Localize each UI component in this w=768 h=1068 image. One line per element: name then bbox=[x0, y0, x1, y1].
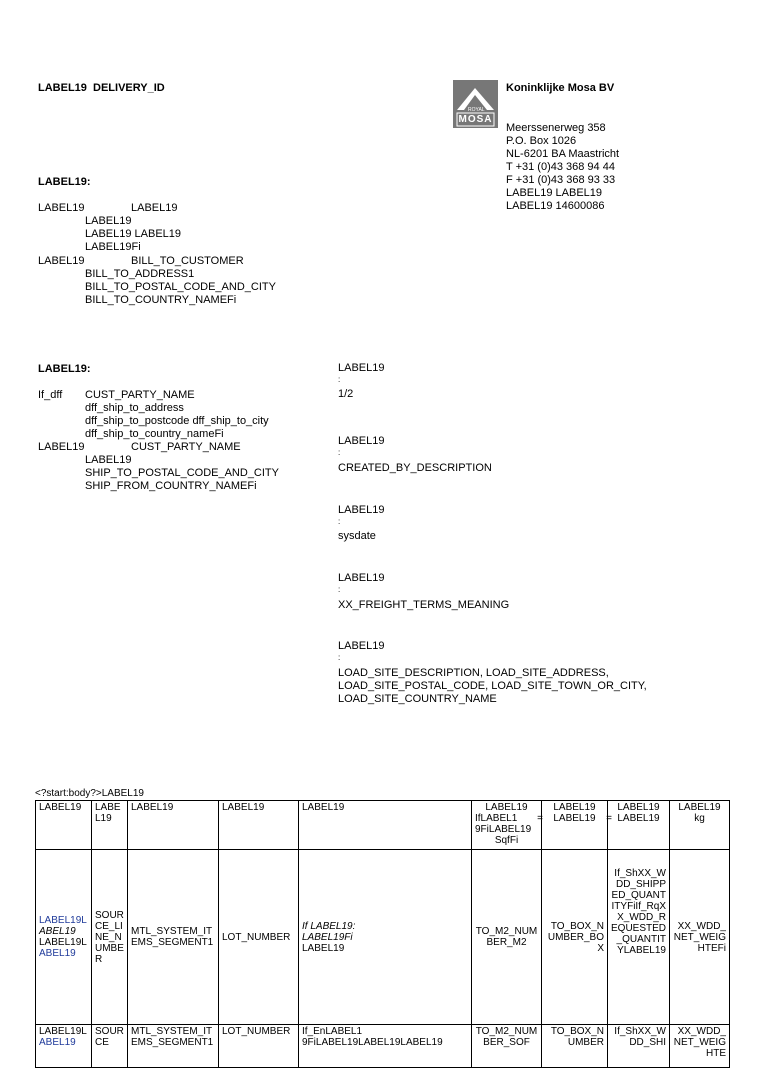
ship-to-heading: LABEL19: bbox=[38, 363, 91, 375]
ship-to-line: dff_ship_to_country_nameFi bbox=[85, 428, 224, 440]
bill-to-label: LABEL19 bbox=[38, 202, 85, 214]
cell-line: ABEL19 bbox=[39, 1037, 76, 1048]
ship-to-line: LABEL19 bbox=[85, 454, 132, 466]
ship-to-postal-city: SHIP_TO_POSTAL_CODE_AND_CITY bbox=[85, 467, 279, 479]
row-cell-item-segment: MTL_SYSTEM_ITEMS_SEGMENT1 bbox=[128, 1025, 219, 1068]
address-line: F +31 (0)43 368 93 33 bbox=[506, 174, 616, 186]
logo-mosa-text: MOSA bbox=[458, 114, 493, 125]
header-line: SqfFi bbox=[494, 835, 519, 846]
bill-to-line: LABEL19Fi bbox=[85, 241, 141, 253]
header-cell-boxes bbox=[542, 801, 612, 850]
row-cell-description bbox=[299, 1025, 472, 1068]
table-header-row bbox=[36, 801, 730, 850]
ship-to-party-name: CUST_PARTY_NAME bbox=[85, 389, 195, 401]
info-value: sysdate bbox=[338, 530, 376, 542]
info-value: LOAD_SITE_POSTAL_CODE, LOAD_SITE_TOWN_OR_CITY, bbox=[338, 680, 647, 692]
header-line: LABEL19 bbox=[617, 802, 660, 813]
ship-to-label: LABEL19 bbox=[38, 441, 85, 453]
row-cell-m2: TO_M2_NUMBER_SOF bbox=[472, 1025, 542, 1068]
cell-line: LABEL19L bbox=[39, 1026, 87, 1037]
table-caption: <?start:body?>LABEL19 bbox=[35, 788, 144, 799]
cell-line: If LABEL19: bbox=[302, 920, 356, 932]
info-colon: : bbox=[338, 448, 341, 457]
row-cell-weight: XX_WDD_NET_WEIGHTEFi bbox=[670, 850, 730, 1025]
info-label: LABEL19 bbox=[338, 640, 385, 652]
row-cell-item bbox=[36, 1025, 92, 1068]
row-cell-quantity: If_ShXX_WDD_SHI bbox=[608, 1025, 670, 1068]
cell-line: ABEL19 bbox=[39, 926, 76, 937]
ship-from-country: SHIP_FROM_COUNTRY_NAMEFi bbox=[85, 480, 257, 492]
header-line: 9FiLABEL19 bbox=[475, 824, 532, 835]
address-line: T +31 (0)43 368 94 44 bbox=[506, 161, 615, 173]
header-cell-area bbox=[472, 801, 542, 850]
header-line: LABEL19 bbox=[553, 813, 596, 824]
bill-to-address: BILL_TO_ADDRESS1 bbox=[85, 268, 195, 280]
row-cell-source-line: SOURCE_LINE_NUMBER bbox=[92, 850, 128, 1025]
row-cell-source-line: SOURCE bbox=[92, 1025, 128, 1068]
row-cell-box: TO_BOX_NUMBER_BOX bbox=[542, 850, 608, 1025]
address-line: NL-6201 BA Maastricht bbox=[506, 148, 620, 160]
info-label: LABEL19 bbox=[338, 435, 385, 447]
bill-to-postal-city: BILL_TO_POSTAL_CODE_AND_CITY bbox=[85, 281, 276, 293]
ship-to-line: dff_ship_to_postcode dff_ship_to_city bbox=[85, 415, 269, 427]
row-cell-weight: XX_WDD_NET_WEIGHTE bbox=[670, 1025, 730, 1068]
document-title bbox=[38, 82, 165, 95]
address-line: LABEL19 LABEL19 bbox=[506, 187, 603, 199]
title-label: LABEL19 bbox=[38, 82, 87, 94]
cell-line: LABEL19 bbox=[302, 942, 345, 954]
table-row bbox=[36, 850, 730, 1025]
info-value: XX_FREIGHT_TERMS_MEANING bbox=[338, 599, 510, 611]
row-cell-m2: TO_M2_NUMBER_M2 bbox=[472, 850, 542, 1025]
header-line: IfLABEL1 bbox=[475, 813, 518, 824]
table-row bbox=[36, 1025, 730, 1068]
cell-line: 9FiLABEL19LABEL19LABEL19 bbox=[302, 1037, 443, 1048]
bill-to-line: LABEL19 LABEL19 bbox=[85, 228, 182, 240]
bill-to-line: LABEL19 bbox=[85, 215, 132, 227]
header-line: kg bbox=[694, 813, 705, 824]
cell-line: LABEL19Fi bbox=[302, 931, 353, 943]
cell-line: ABEL19 bbox=[39, 948, 76, 959]
delivery-lines-table bbox=[35, 800, 730, 1068]
row-cell-item-segment: MTL_SYSTEM_ITEMS_SEGMENT1 bbox=[128, 850, 219, 1025]
header-line-row bbox=[475, 813, 543, 824]
row-cell-lot-number: LOT_NUMBER bbox=[219, 850, 299, 1025]
bill-to-heading: LABEL19: bbox=[38, 176, 91, 188]
row-cell-item bbox=[36, 850, 92, 1025]
ship-to-label: If_dff bbox=[38, 389, 63, 401]
header-cell: LABEL19 bbox=[299, 801, 472, 850]
company-name: Koninklijke Mosa BV bbox=[506, 82, 615, 94]
address-line: Meerssenerweg 358 bbox=[506, 122, 606, 134]
bill-to-value: LABEL19 bbox=[131, 202, 178, 214]
ship-to-line: dff_ship_to_address bbox=[85, 402, 184, 414]
header-cell: LABEL19 bbox=[92, 801, 128, 850]
logo-royal-text: ROYAL bbox=[468, 107, 485, 113]
info-label: LABEL19 bbox=[338, 362, 385, 374]
company-address bbox=[506, 122, 619, 213]
bill-to-label: LABEL19 bbox=[38, 255, 85, 267]
equals-sign: = bbox=[537, 813, 543, 824]
row-cell-lot-number: LOT_NUMBER bbox=[219, 1025, 299, 1068]
info-colon: : bbox=[338, 375, 341, 384]
header-cell: LABEL19 bbox=[36, 801, 92, 850]
info-colon: : bbox=[338, 585, 341, 594]
header-line: LABEL19 bbox=[678, 802, 721, 813]
royal-mosa-logo bbox=[453, 80, 498, 128]
info-value: CREATED_BY_DESCRIPTION bbox=[338, 462, 492, 474]
info-value: 1/2 bbox=[338, 388, 354, 400]
address-line: P.O. Box 1026 bbox=[506, 135, 577, 147]
title-delivery-id: DELIVERY_ID bbox=[93, 82, 165, 94]
equals-sign: = bbox=[606, 813, 612, 824]
row-cell-box: TO_BOX_NUMBER bbox=[542, 1025, 608, 1068]
info-value: LOAD_SITE_COUNTRY_NAME bbox=[338, 693, 497, 705]
info-colon: : bbox=[338, 517, 341, 526]
header-cell-weight bbox=[670, 801, 730, 850]
header-line: LABEL19 bbox=[617, 813, 660, 824]
header-line: LABEL19 bbox=[485, 802, 528, 813]
ship-to-party-name: CUST_PARTY_NAME bbox=[131, 441, 241, 453]
row-cell-quantity: If_ShXX_WDD_SHIPPED_QUANTITYFiIf_RqXX_WDD_REQUESTED_QUANTITYLABEL19 bbox=[608, 850, 670, 1025]
bill-to-country: BILL_TO_COUNTRY_NAMEFi bbox=[85, 294, 237, 306]
header-cell: LABEL19 bbox=[219, 801, 299, 850]
info-colon: : bbox=[338, 653, 341, 662]
info-label: LABEL19 bbox=[338, 504, 385, 516]
header-cell-qty bbox=[608, 801, 670, 850]
info-label: LABEL19 bbox=[338, 572, 385, 584]
header-line: LABEL19 bbox=[553, 802, 596, 813]
info-value: LOAD_SITE_DESCRIPTION, LOAD_SITE_ADDRESS, bbox=[338, 667, 609, 679]
cell-line: LABEL19L bbox=[39, 937, 87, 948]
address-line: LABEL19 14600086 bbox=[506, 200, 605, 212]
header-cell: LABEL19 bbox=[128, 801, 219, 850]
cell-line: LABEL19L bbox=[39, 915, 87, 926]
cell-line: If_EnLABEL1 bbox=[302, 1026, 363, 1037]
bill-to-customer: BILL_TO_CUSTOMER bbox=[131, 255, 244, 267]
row-cell-description bbox=[299, 850, 472, 1025]
